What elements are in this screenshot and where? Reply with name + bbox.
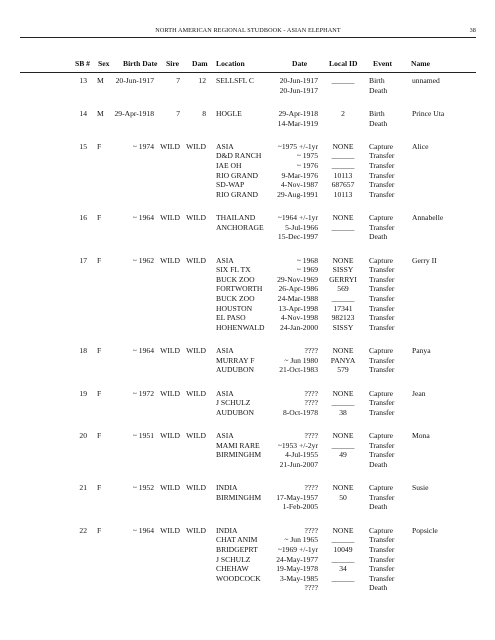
record-sex: F <box>97 141 102 151</box>
event-type: Transfer <box>369 407 395 417</box>
event-local-id: NONE <box>332 213 354 223</box>
event-date: 24-Jan-2000 <box>280 322 318 332</box>
record-dam: WILD <box>186 431 206 441</box>
record-dam: WILD <box>186 255 206 265</box>
event-local-id: ______ <box>331 294 355 303</box>
event-local-id: 2 <box>341 108 345 118</box>
event-date: 4-Jul-1955 <box>285 450 318 460</box>
col-sire: Sire <box>166 59 179 68</box>
event-local-id: ______ <box>331 161 355 170</box>
record-sire: WILD <box>160 525 180 535</box>
event-type: Capture <box>369 483 394 493</box>
event-local-id: ______ <box>331 573 355 583</box>
record-sex: F <box>97 255 102 265</box>
event-location: D&D RANCH <box>216 151 262 161</box>
event-date: 17-May-1957 <box>276 492 318 502</box>
record-sire: WILD <box>160 255 180 265</box>
record-dam: WILD <box>186 213 206 223</box>
event-local-id: 982123 <box>331 313 355 323</box>
event-local-id: 49 <box>339 450 347 460</box>
col-date: Date <box>292 59 308 68</box>
event-local-id: NONE <box>332 525 354 535</box>
record-dam: WILD <box>186 388 206 398</box>
event-type: Transfer <box>369 180 395 190</box>
record-name: Susie <box>412 483 429 493</box>
col-event: Event <box>373 59 392 68</box>
event-local-id: SISSY <box>332 265 354 275</box>
event-local-id: 10113 <box>333 170 353 180</box>
event-type: Death <box>369 502 388 512</box>
event-local-id: NONE <box>332 255 354 265</box>
event-date: 29-Apr-1918 <box>278 108 318 118</box>
event-location: THAILAND <box>216 213 256 223</box>
col-sex: Sex <box>98 59 110 68</box>
event-type: Transfer <box>369 265 395 275</box>
event-date: ~1975 +/-1yr <box>277 141 318 151</box>
record-name: Gerry II <box>412 255 437 265</box>
record-sb-number: 15 <box>79 141 87 151</box>
event-location: HOUSTON <box>216 303 253 313</box>
event-location: RIO GRAND <box>216 189 258 199</box>
event-local-id: GERRYI <box>329 274 357 284</box>
record-birth-date: ~ 1952 <box>132 483 154 493</box>
event-location: ASIA <box>216 255 234 265</box>
event-type: Death <box>369 459 388 469</box>
event-local-id: 579 <box>337 365 349 375</box>
event-date: 20-Jun-1917 <box>279 76 318 85</box>
event-location: ASIA <box>216 141 234 151</box>
event-date: 3-May-1985 <box>280 573 318 583</box>
record-sex: F <box>97 213 102 223</box>
event-date: ~ Jun 1965 <box>284 535 318 545</box>
record-sex: F <box>97 388 102 398</box>
event-local-id: NONE <box>332 483 354 493</box>
event-location: BIRMINGHM <box>216 450 262 460</box>
event-type: Transfer <box>369 284 395 294</box>
record-name: Alice <box>412 141 429 151</box>
event-local-id: 34 <box>339 564 347 574</box>
event-date: 1-Feb-2005 <box>282 502 318 512</box>
event-date: ~ 1968 <box>296 255 318 265</box>
event-local-id: ______ <box>331 151 355 161</box>
record-sb-number: 19 <box>79 388 87 398</box>
event-location: BUCK ZOO <box>216 274 255 284</box>
event-type: Capture <box>369 255 394 265</box>
event-date: 21-Jun-2007 <box>279 459 318 469</box>
event-local-id: ______ <box>331 554 355 564</box>
event-type: Capture <box>369 213 394 223</box>
table-header-rule <box>20 72 476 73</box>
event-location: CHEHAW <box>216 564 249 574</box>
event-location: SELLSFL C <box>216 76 254 85</box>
event-location: AUDUBON <box>216 365 254 375</box>
event-local-id: NONE <box>332 346 354 356</box>
event-local-id: ______ <box>331 222 355 232</box>
event-date: 13-Apr-1998 <box>278 303 318 313</box>
event-date: ~ 1975 <box>296 151 318 161</box>
event-date: ~ Jun 1980 <box>284 355 318 365</box>
col-dam: Dam <box>192 59 208 68</box>
event-location: MURRAY F <box>216 355 255 365</box>
event-type: Death <box>369 583 388 593</box>
record-sb-number: 17 <box>79 255 87 265</box>
record-sb-number: 18 <box>79 346 87 356</box>
event-type: Transfer <box>369 355 395 365</box>
page-header <box>20 27 476 37</box>
event-type: Transfer <box>369 554 395 564</box>
col-birth: Birth Date <box>123 59 158 68</box>
record-sex: F <box>97 431 102 441</box>
event-location: BIRMINGHM <box>216 492 262 502</box>
event-type: Death <box>369 85 388 95</box>
event-location: ASIA <box>216 388 234 398</box>
event-location: HOGLE <box>216 108 242 118</box>
event-location: ANCHORAGE <box>216 222 264 232</box>
event-type: Death <box>369 118 388 128</box>
event-date: 4-Nov-1998 <box>280 313 318 323</box>
event-location: MAMI RARE <box>216 440 260 450</box>
record-sex: F <box>97 483 102 493</box>
event-local-id: 10113 <box>333 189 353 199</box>
record-sb-number: 13 <box>79 76 87 85</box>
event-type: Capture <box>369 388 394 398</box>
event-location: HOHENWALD <box>216 322 265 332</box>
event-local-id: NONE <box>332 431 354 441</box>
event-local-id: ______ <box>331 440 355 450</box>
record-sire: WILD <box>160 213 180 223</box>
event-date: ???? <box>304 346 318 356</box>
record-birth-date: 20-Jun-1917 <box>115 76 154 85</box>
event-location: RIO GRAND <box>216 170 258 180</box>
event-type: Capture <box>369 346 394 356</box>
event-date: 20-Jun-1917 <box>279 85 318 95</box>
event-type: Transfer <box>369 222 395 232</box>
col-location: Location <box>216 59 245 68</box>
event-local-id: SISSY <box>332 322 354 332</box>
event-location: ASIA <box>216 431 234 441</box>
record-sb-number: 22 <box>79 525 87 535</box>
event-location: J SCHULZ <box>216 554 251 564</box>
event-date: 9-Mar-1976 <box>281 170 318 180</box>
record-sex: M <box>97 108 104 118</box>
event-location: EL PASO <box>216 313 246 323</box>
col-local-id: Local ID <box>329 59 358 68</box>
event-date: 29-Aug-1991 <box>277 189 318 199</box>
header-rule <box>20 37 476 38</box>
record-dam: 12 <box>198 76 206 85</box>
event-date: 24-May-1977 <box>276 554 318 564</box>
record-sex: F <box>97 525 102 535</box>
record-name: Popsicle <box>412 525 438 535</box>
record-sb-number: 16 <box>79 213 87 223</box>
event-date: ???? <box>304 583 318 593</box>
event-type: Transfer <box>369 303 395 313</box>
record-name: Jean <box>412 388 426 398</box>
record-dam: WILD <box>186 483 206 493</box>
event-date: 29-Nov-1969 <box>277 274 318 284</box>
event-type: Transfer <box>369 535 395 545</box>
event-location: CHAT ANIM <box>216 535 258 545</box>
event-local-id: PANYA <box>330 355 356 365</box>
record-sire: WILD <box>160 431 180 441</box>
event-date: 21-Oct-1983 <box>279 365 318 375</box>
event-type: Transfer <box>369 274 395 284</box>
event-type: Transfer <box>369 365 395 375</box>
event-type: Birth <box>369 108 385 118</box>
event-type: Capture <box>369 525 394 535</box>
record-sb-number: 14 <box>79 108 87 118</box>
event-location: FORTWORTH <box>216 284 263 294</box>
event-type: Transfer <box>369 161 395 170</box>
record-birth-date: ~ 1951 <box>132 431 154 441</box>
event-type: Death <box>369 232 388 242</box>
event-date: 24-Mar-1988 <box>277 294 318 303</box>
event-type: Transfer <box>369 492 395 502</box>
record-dam: 8 <box>202 108 206 118</box>
event-type: Transfer <box>369 544 395 554</box>
event-date: 19-May-1978 <box>276 564 318 574</box>
event-location: AUDUBON <box>216 407 254 417</box>
record-birth-date: ~ 1964 <box>132 213 154 223</box>
event-type: Capture <box>369 141 394 151</box>
studbook-title: NORTH AMERICAN REGIONAL STUDBOOK - ASIAN ELEPHANT <box>155 27 341 34</box>
record-birth-date: 29-Apr-1918 <box>114 108 154 118</box>
record-sire: 7 <box>176 108 180 118</box>
record-sex: M <box>97 76 104 85</box>
event-type: Transfer <box>369 573 395 583</box>
event-date: ~1964 +/-1yr <box>277 213 318 223</box>
event-type: Transfer <box>369 398 395 408</box>
event-local-id: ______ <box>331 398 355 408</box>
event-type: Transfer <box>369 450 395 460</box>
record-birth-date: ~ 1964 <box>132 346 154 356</box>
record-dam: WILD <box>186 141 206 151</box>
event-date: ~1969 +/-1yr <box>277 544 318 554</box>
event-local-id: ______ <box>331 76 355 85</box>
event-location: INDIA <box>216 525 238 535</box>
event-type: Transfer <box>369 189 395 199</box>
event-local-id: 569 <box>337 284 349 294</box>
event-date: 15-Dec-1997 <box>277 232 318 242</box>
event-type: Capture <box>369 431 394 441</box>
event-type: Transfer <box>369 440 395 450</box>
event-local-id: 687657 <box>331 180 355 190</box>
record-dam: WILD <box>186 525 206 535</box>
event-location: BRIDGEPRT <box>216 544 258 554</box>
event-type: Transfer <box>369 313 395 323</box>
record-birth-date: ~ 1964 <box>132 525 154 535</box>
event-date: 26-Apr-1986 <box>278 284 318 294</box>
record-birth-date: ~ 1974 <box>132 141 154 151</box>
record-sex: F <box>97 346 102 356</box>
event-local-id: NONE <box>332 388 354 398</box>
event-type: Transfer <box>369 151 395 161</box>
event-type: Transfer <box>369 170 395 180</box>
event-type: Transfer <box>369 294 395 303</box>
page-number: 38 <box>469 27 476 34</box>
event-location: SIX FL TX <box>216 265 251 275</box>
event-date: 14-Mar-1919 <box>277 118 318 128</box>
event-date: ~ 1969 <box>296 265 318 275</box>
col-sb: SB # <box>75 59 90 68</box>
event-local-id: NONE <box>332 141 354 151</box>
record-birth-date: ~ 1962 <box>132 255 154 265</box>
record-birth-date: ~ 1972 <box>132 388 154 398</box>
record-name: unnamed <box>412 76 440 85</box>
event-local-id: 10049 <box>333 544 353 554</box>
event-date: ~1953 +/-2yr <box>277 440 318 450</box>
event-date: ???? <box>304 525 318 535</box>
record-name: Prince Uta <box>412 108 445 118</box>
event-location: SD-WAP <box>216 180 245 190</box>
event-type: Birth <box>369 76 385 85</box>
event-location: BUCK ZOO <box>216 294 255 303</box>
record-sire: WILD <box>160 141 180 151</box>
record-sire: 7 <box>176 76 180 85</box>
event-date: 4-Nov-1987 <box>280 180 318 190</box>
event-local-id: 17341 <box>333 303 353 313</box>
event-date: ???? <box>304 483 318 493</box>
record-name: Mona <box>412 431 430 441</box>
event-location: J SCHULZ <box>216 398 251 408</box>
event-date: ~ 1976 <box>296 161 318 170</box>
record-name: Panya <box>412 346 431 356</box>
col-name: Name <box>411 59 430 68</box>
event-local-id: ______ <box>331 535 355 545</box>
record-dam: WILD <box>186 346 206 356</box>
event-type: Transfer <box>369 322 395 332</box>
record-sb-number: 21 <box>79 483 87 493</box>
event-date: ???? <box>304 398 318 408</box>
event-location: ASIA <box>216 346 234 356</box>
event-local-id: 50 <box>339 492 347 502</box>
record-sire: WILD <box>160 483 180 493</box>
record-sb-number: 20 <box>79 431 87 441</box>
event-date: 8-Oct-1978 <box>282 407 318 417</box>
record-name: Annabelle <box>412 213 444 223</box>
event-local-id: 38 <box>339 407 347 417</box>
record-sire: WILD <box>160 346 180 356</box>
event-type: Transfer <box>369 564 395 574</box>
event-date: ???? <box>304 388 318 398</box>
event-date: ???? <box>304 431 318 441</box>
event-date: 5-Jul-1966 <box>285 222 318 232</box>
event-location: INDIA <box>216 483 238 493</box>
event-location: WOODCOCK <box>216 573 261 583</box>
event-location: IAE OH <box>216 161 242 170</box>
record-sire: WILD <box>160 388 180 398</box>
